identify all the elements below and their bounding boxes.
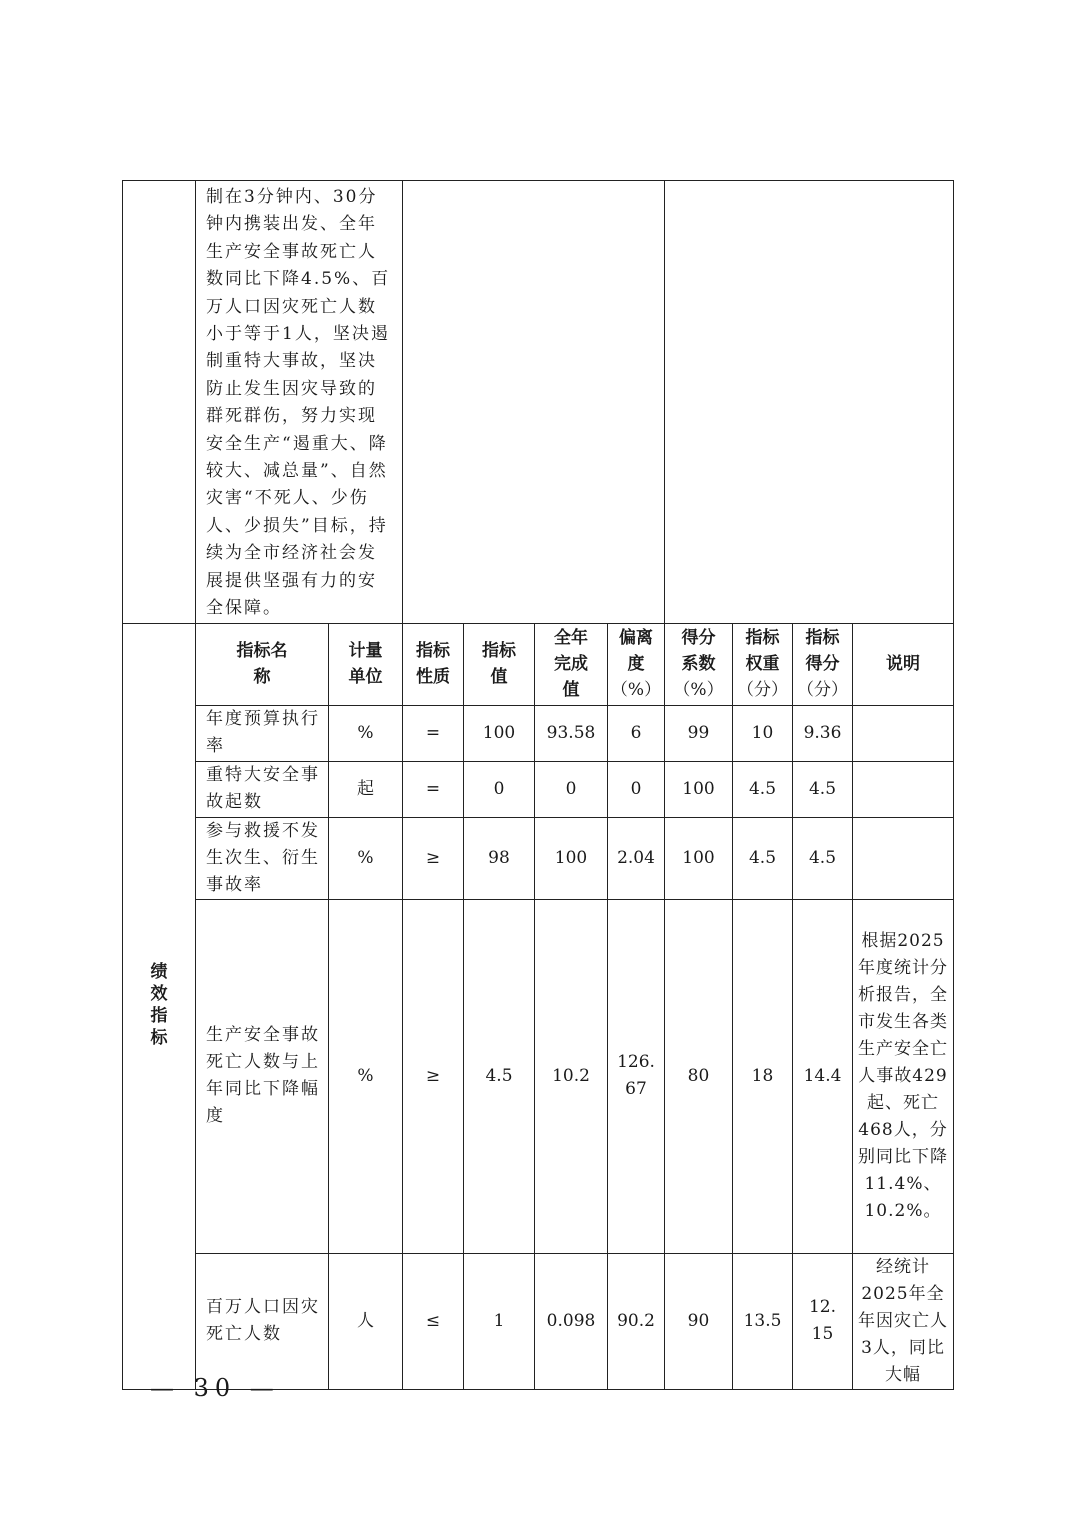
table-row (123, 817, 954, 899)
row-name: 百万人口因灾死亡人数 (196, 1253, 329, 1389)
header-actual: 全年完成值 (535, 623, 608, 705)
table-row (123, 705, 954, 761)
empty-cell (403, 181, 665, 624)
header-name: 指标名称 (196, 623, 329, 705)
row-weight: 10 (733, 705, 793, 761)
row-unit: 人 (329, 1253, 403, 1389)
row-note (853, 817, 954, 899)
header-score: 指标得分 （分） (793, 623, 853, 705)
row-deviation: 126.67 (608, 899, 665, 1253)
table-row (123, 1253, 954, 1389)
row-nature: ≥ (403, 899, 464, 1253)
row-weight: 4.5 (733, 817, 793, 899)
row-note (853, 761, 954, 817)
row-weight: 18 (733, 899, 793, 1253)
objective-text: 制在3分钟内、30分钟内携装出发、全年生产安全事故死亡人数同比下降4.5%、百万人口因灾死亡人数小于等于1人，坚决遏制重特大事故，坚决防止发生因灾导致的群死群伤，努力实现安全生产“遏重大、降较大、减总量”、自然灾害“不死人、少伤人、少损失”目标，持续为全市经济社会发展提供坚强有力的安全保障。 (196, 181, 403, 624)
row-note (853, 705, 954, 761)
row-target: 4.5 (464, 899, 535, 1253)
row-name: 参与救援不发生次生、衍生事故率 (196, 817, 329, 899)
performance-table (122, 180, 954, 1390)
row-unit: % (329, 817, 403, 899)
row-score: 12.15 (793, 1253, 853, 1389)
row-actual: 93.58 (535, 705, 608, 761)
row-deviation: 90.2 (608, 1253, 665, 1389)
empty-cell (665, 181, 954, 624)
row-nature: ≤ (403, 1253, 464, 1389)
row-weight: 4.5 (733, 761, 793, 817)
row-note: 根据2025年度统计分析报告，全市发生各类生产安全亡人事故429起、死亡468人，分别同比下降11.4%、10.2%。 (853, 899, 954, 1253)
objective-row (123, 181, 954, 624)
table-row (123, 899, 954, 1253)
table-row (123, 761, 954, 817)
row-target: 98 (464, 817, 535, 899)
row-weight: 13.5 (733, 1253, 793, 1389)
row-deviation: 6 (608, 705, 665, 761)
row-actual: 0 (535, 761, 608, 817)
row-target: 0 (464, 761, 535, 817)
row-coef: 99 (665, 705, 733, 761)
header-weight: 指标权重 （分） (733, 623, 793, 705)
section-label: 绩效指标 (150, 961, 168, 1048)
row-unit: 起 (329, 761, 403, 817)
row-actual: 0.098 (535, 1253, 608, 1389)
row-unit: % (329, 705, 403, 761)
row-name: 年度预算执行率 (196, 705, 329, 761)
section-label-cell (123, 623, 196, 1389)
row-coef: 90 (665, 1253, 733, 1389)
header-deviation: 偏离度 （%） (608, 623, 665, 705)
row-note: 经统计2025年全年因灾亡人3人，同比大幅 (853, 1253, 954, 1389)
header-coef: 得分系数 （%） (665, 623, 733, 705)
header-row (123, 623, 954, 705)
row-coef: 80 (665, 899, 733, 1253)
row-deviation: 2.04 (608, 817, 665, 899)
row-target: 1 (464, 1253, 535, 1389)
row-target: 100 (464, 705, 535, 761)
row-actual: 100 (535, 817, 608, 899)
header-target: 指标值 (464, 623, 535, 705)
row-score: 9.36 (793, 705, 853, 761)
row-coef: 100 (665, 761, 733, 817)
row-name: 重特大安全事故起数 (196, 761, 329, 817)
page-number: — 30 — (150, 1374, 280, 1402)
row-name: 生产安全事故死亡人数与上年同比下降幅度 (196, 899, 329, 1253)
row-coef: 100 (665, 817, 733, 899)
header-note: 说明 (853, 623, 954, 705)
row-deviation: 0 (608, 761, 665, 817)
empty-cell (123, 181, 196, 624)
row-nature: = (403, 761, 464, 817)
row-score: 4.5 (793, 817, 853, 899)
header-unit: 计量单位 (329, 623, 403, 705)
row-unit: % (329, 899, 403, 1253)
header-nature: 指标性质 (403, 623, 464, 705)
row-score: 14.4 (793, 899, 853, 1253)
row-score: 4.5 (793, 761, 853, 817)
row-nature: = (403, 705, 464, 761)
row-actual: 10.2 (535, 899, 608, 1253)
row-nature: ≥ (403, 817, 464, 899)
